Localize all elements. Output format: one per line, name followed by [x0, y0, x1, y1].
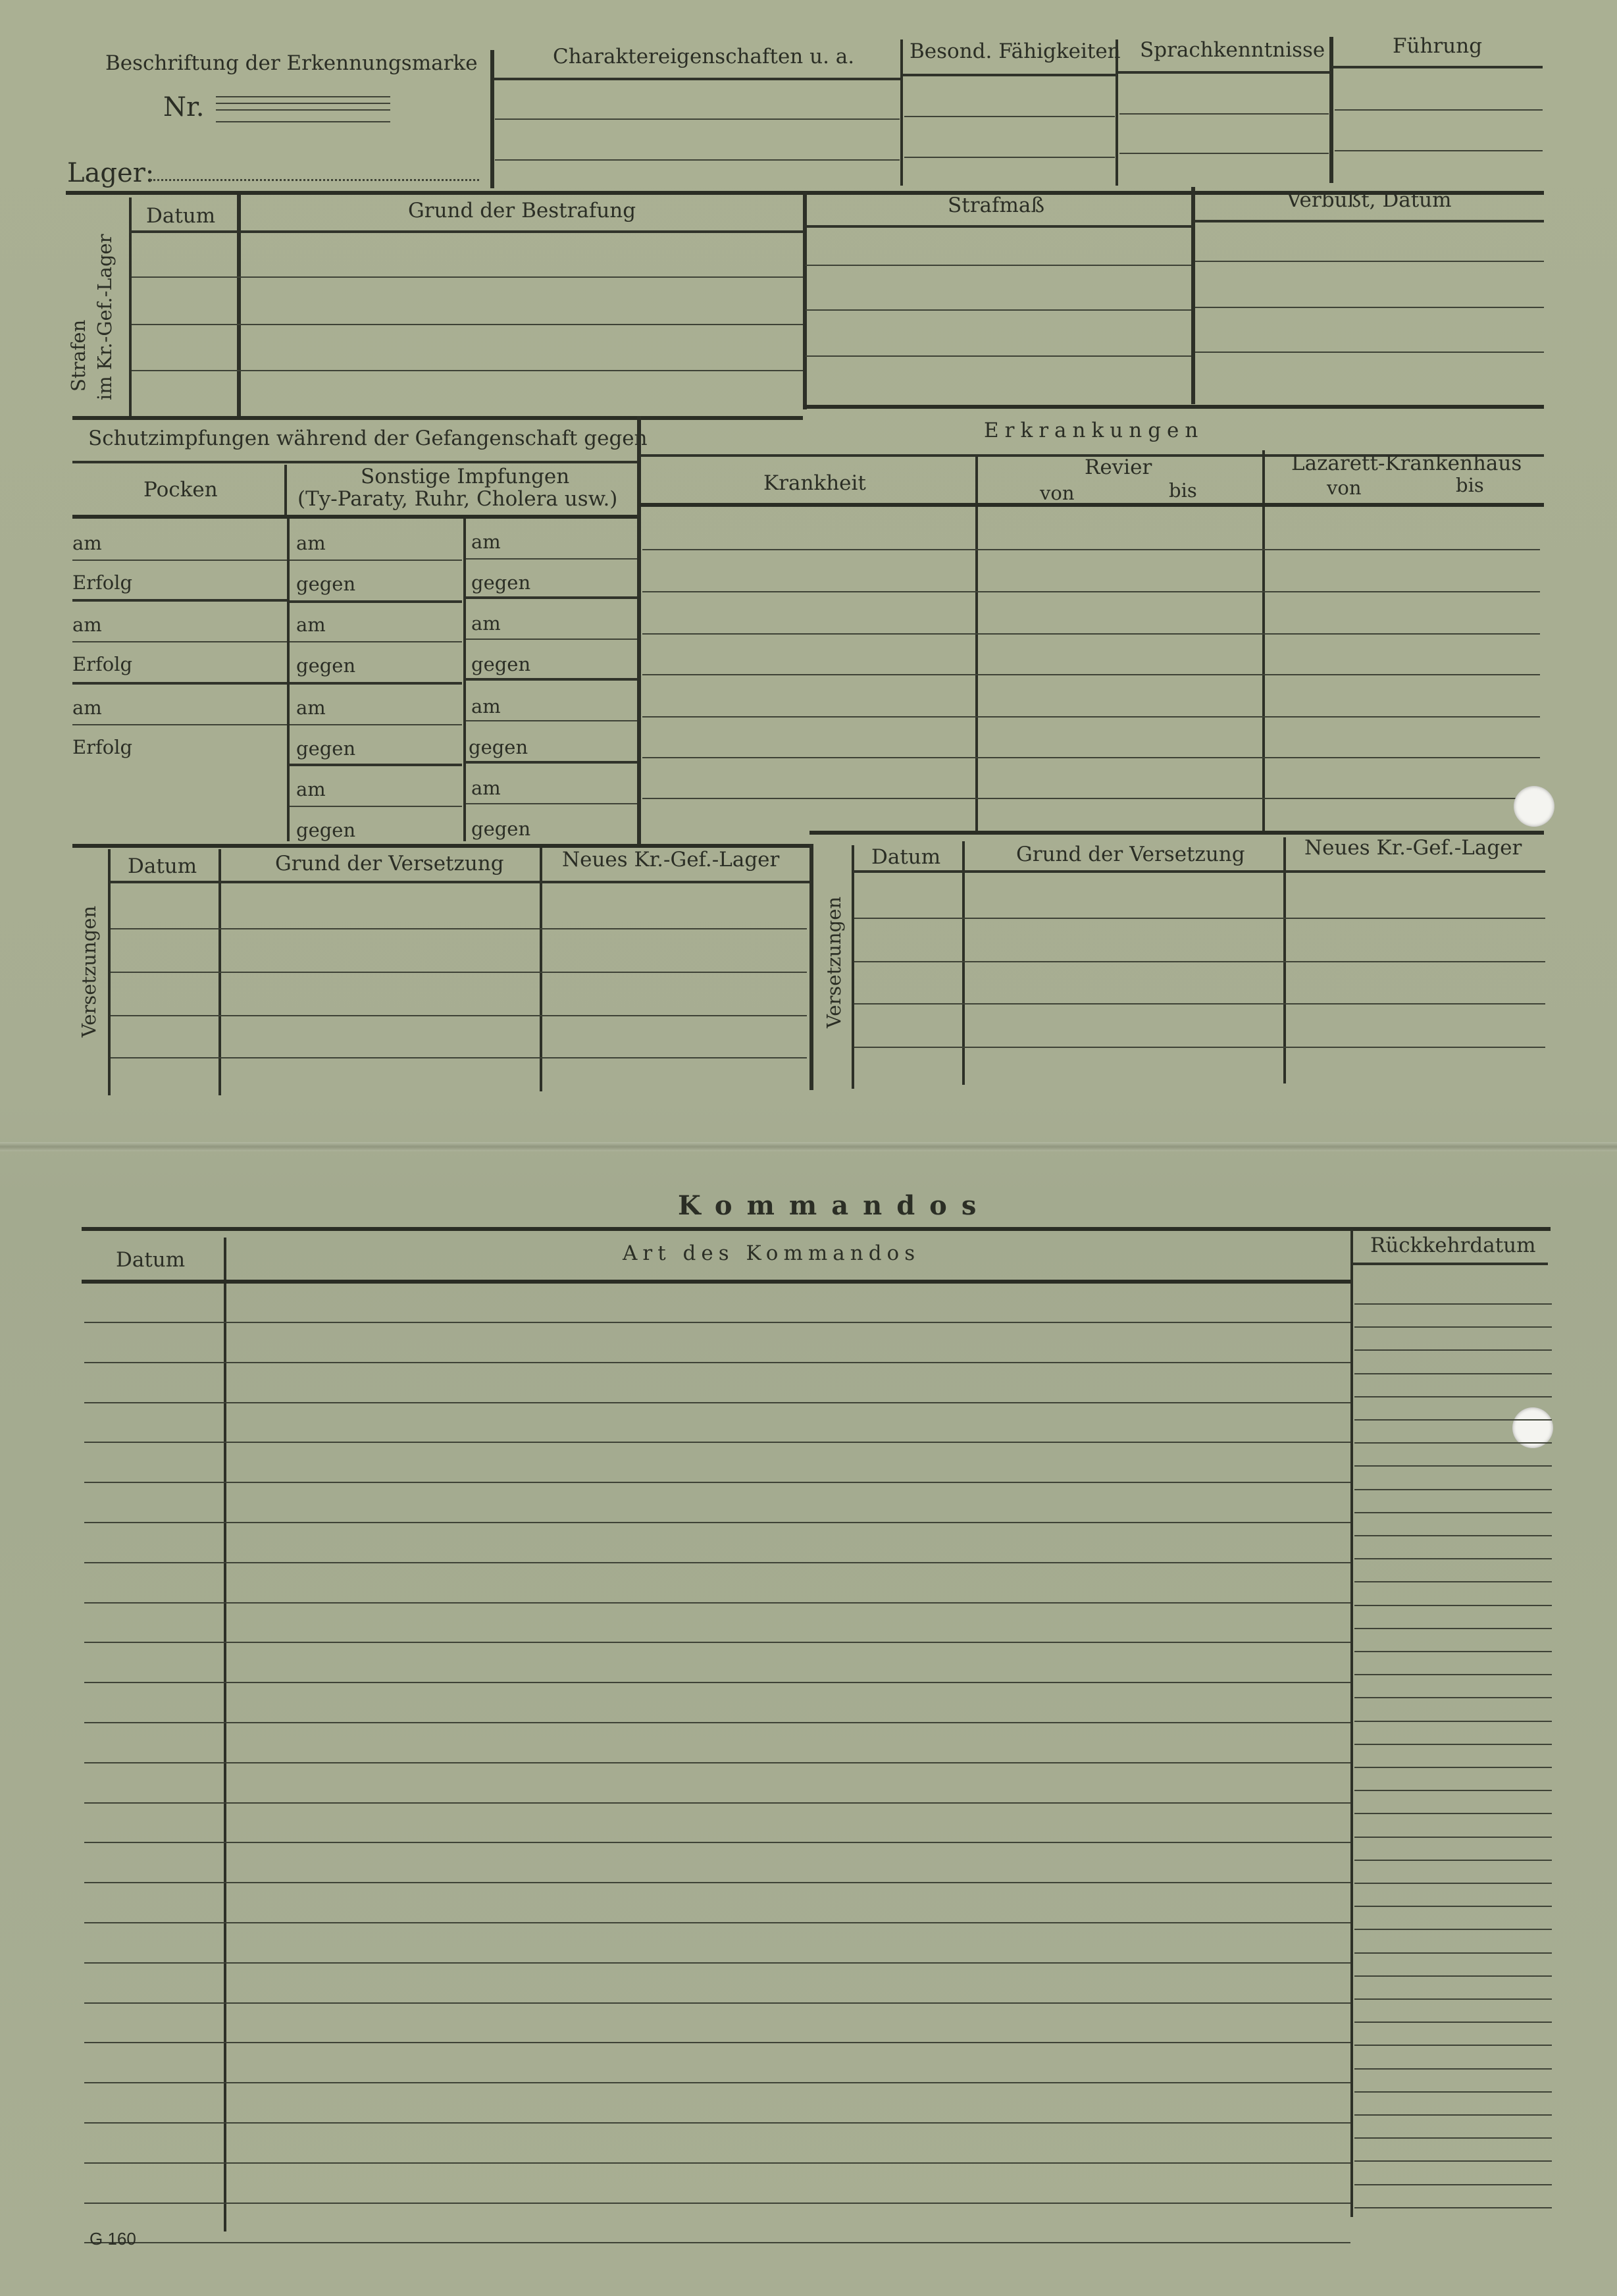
- kommando-row-line: [84, 1682, 1350, 1683]
- transfers-left-header-date: Datum: [128, 854, 197, 878]
- return-date-line: [1354, 1373, 1552, 1374]
- return-date-line: [1354, 1349, 1552, 1351]
- return-date-line: [1354, 1790, 1552, 1791]
- return-date-line: [1354, 1952, 1552, 1954]
- tag-label: Beschriftung der Erkennungsmarke: [105, 51, 478, 75]
- kommando-row-line: [84, 1842, 1350, 1843]
- return-date-line: [1354, 1906, 1552, 1907]
- return-date-line: [1354, 1512, 1552, 1513]
- punishments-header-reason: Grund der Bestrafung: [408, 199, 636, 222]
- return-date-line: [1354, 2137, 1552, 2139]
- pox-row-result: Erfolg: [72, 736, 133, 758]
- revier-from-label: von: [1040, 482, 1075, 504]
- kommando-row-line: [84, 1442, 1350, 1443]
- kommando-row-line: [84, 1762, 1350, 1763]
- form-number: G 160: [90, 2229, 136, 2249]
- other-vaccination-against: gegen: [469, 736, 528, 758]
- return-date-line: [1354, 1581, 1552, 1582]
- return-date-line: [1354, 2068, 1552, 2070]
- return-date-line: [1354, 2207, 1552, 2208]
- return-date-line: [1354, 1860, 1552, 1861]
- punishments-side-label-2: im Kr.-Gef.-Lager: [93, 234, 116, 400]
- kommando-row-line: [84, 1642, 1350, 1643]
- hospital-header: Lazarett-Krankenhaus: [1291, 452, 1522, 475]
- kommando-row-line: [84, 1802, 1350, 1804]
- return-date-line: [1354, 1837, 1552, 1838]
- other-vaccination-against: gegen: [471, 653, 531, 675]
- return-date-line: [1354, 1628, 1552, 1629]
- return-date-line: [1354, 2045, 1552, 2046]
- return-date-line: [1354, 2022, 1552, 2023]
- return-date-line: [1354, 1883, 1552, 1884]
- kommando-row-line: [84, 1402, 1350, 1403]
- return-date-line: [1354, 1998, 1552, 2000]
- return-date-line: [1354, 1465, 1552, 1467]
- hospital-to-label: bis: [1456, 474, 1484, 496]
- punishments-header-served: Verbüßt, Datum: [1287, 188, 1452, 212]
- pox-row-result: Erfolg: [72, 571, 133, 594]
- kommando-row-line: [84, 1362, 1350, 1363]
- punishments-header-date: Datum: [146, 204, 216, 228]
- return-date-line: [1354, 2160, 1552, 2162]
- other-vaccination-against: gegen: [471, 571, 531, 594]
- kommando-row-line: [84, 1722, 1350, 1723]
- nr-label: Nr.: [163, 92, 205, 122]
- transfers-side-label-left: Versetzungen: [78, 905, 100, 1037]
- nr-field[interactable]: [216, 96, 390, 122]
- pox-row-date: am: [72, 696, 102, 719]
- return-date-line: [1354, 1767, 1552, 1768]
- skills-label: Besond. Fähigkeiten: [910, 39, 1121, 63]
- kommando-row-line: [84, 2042, 1350, 2043]
- kommando-row-line: [84, 1602, 1350, 1604]
- character-label: Charaktereigenschaften u. a.: [553, 45, 855, 68]
- lager-label: Lager:: [67, 158, 155, 188]
- return-date-line: [1354, 1929, 1552, 1930]
- other-vaccination-date: am: [296, 613, 326, 636]
- kommando-row-line: [84, 2162, 1350, 2164]
- kommando-row-line: [84, 2242, 1350, 2243]
- return-date-line: [1354, 1326, 1552, 1328]
- illness-header: Krankheit: [763, 471, 866, 495]
- return-date-line: [1354, 1303, 1552, 1305]
- return-date-line: [1354, 1535, 1552, 1536]
- kommando-row-line: [84, 1522, 1350, 1523]
- other-vaccination-date: am: [296, 696, 326, 719]
- pox-row-result: Erfolg: [72, 653, 133, 675]
- return-date-line: [1354, 2114, 1552, 2116]
- paper-fold: [0, 1142, 1617, 1151]
- other-vaccination-date: am: [471, 695, 501, 718]
- transfers-right-header-camp: Neues Kr.-Gef.-Lager: [1304, 836, 1522, 860]
- lager-field[interactable]: [150, 179, 479, 181]
- return-date-line: [1354, 1721, 1552, 1722]
- other-vaccination-against: gegen: [296, 654, 356, 677]
- illnesses-title: Erkrankungen: [984, 419, 1204, 442]
- return-date-line: [1354, 1651, 1552, 1652]
- punch-hole: [1514, 786, 1554, 827]
- other-vaccination-against: gegen: [296, 573, 356, 595]
- conduct-label: Führung: [1393, 34, 1483, 58]
- return-date-line: [1354, 1674, 1552, 1675]
- kommando-row-line: [84, 1322, 1350, 1323]
- return-date-line: [1354, 1489, 1552, 1490]
- kommando-row-line: [84, 1962, 1350, 1964]
- kommando-row-line: [84, 1562, 1350, 1563]
- other-vaccinations-header-2: (Ty-Paraty, Ruhr, Cholera usw.): [297, 487, 618, 511]
- punishments-header-measure: Strafmaß: [948, 194, 1045, 217]
- return-date-line: [1354, 1697, 1552, 1698]
- kommandos-title: Kommandos: [678, 1190, 991, 1221]
- return-date-line: [1354, 1442, 1552, 1444]
- kommando-row-line: [84, 2002, 1350, 2004]
- pox-row-date: am: [72, 613, 102, 636]
- hospital-from-label: von: [1327, 477, 1362, 499]
- return-date-line: [1354, 1558, 1552, 1559]
- kommandos-header-type: Art des Kommandos: [623, 1241, 921, 1265]
- kommandos-header-return: Rückkehrdatum: [1370, 1234, 1536, 1257]
- kommando-row-line: [84, 1482, 1350, 1483]
- kommando-row-line: [84, 1922, 1350, 1923]
- other-vaccinations-header-1: Sonstige Impfungen: [361, 465, 570, 488]
- other-vaccination-date: am: [471, 531, 501, 553]
- vaccinations-title: Schutzimpfungen während der Gefangenschaft gegen: [88, 427, 648, 450]
- revier-to-label: bis: [1169, 479, 1197, 502]
- kommando-row-line: [84, 2122, 1350, 2124]
- other-vaccination-date: am: [296, 778, 326, 800]
- return-date-line: [1354, 1419, 1552, 1421]
- return-date-line: [1354, 1605, 1552, 1606]
- languages-label: Sprachkenntnisse: [1140, 38, 1325, 62]
- other-vaccination-against: gegen: [296, 737, 356, 760]
- return-date-line: [1354, 2091, 1552, 2093]
- other-vaccination-date: am: [296, 532, 326, 554]
- kommando-row-line: [84, 1882, 1350, 1883]
- return-date-line: [1354, 1744, 1552, 1745]
- other-vaccination-date: am: [471, 612, 501, 635]
- return-date-line: [1354, 1813, 1552, 1814]
- return-date-line: [1354, 2184, 1552, 2185]
- punishments-side-label-1: Strafen: [67, 319, 90, 392]
- other-vaccination-date: am: [471, 777, 501, 799]
- revier-header: Revier: [1085, 456, 1152, 479]
- transfers-right-header-reason: Grund der Versetzung: [1016, 843, 1245, 866]
- kommando-row-line: [84, 2082, 1350, 2083]
- kommando-row-line: [84, 2203, 1350, 2204]
- transfers-left-header-reason: Grund der Versetzung: [275, 852, 504, 875]
- return-date-line: [1354, 1975, 1552, 1977]
- transfers-side-label-right: Versetzungen: [823, 896, 845, 1028]
- kommandos-header-date: Datum: [116, 1248, 186, 1272]
- pox-header: Pocken: [143, 478, 218, 502]
- return-date-line: [1354, 1396, 1552, 1397]
- other-vaccination-against: gegen: [471, 818, 531, 840]
- other-vaccination-against: gegen: [296, 819, 356, 841]
- transfers-left-header-camp: Neues Kr.-Gef.-Lager: [562, 848, 780, 872]
- transfers-right-header-date: Datum: [871, 845, 941, 869]
- pox-row-date: am: [72, 532, 102, 554]
